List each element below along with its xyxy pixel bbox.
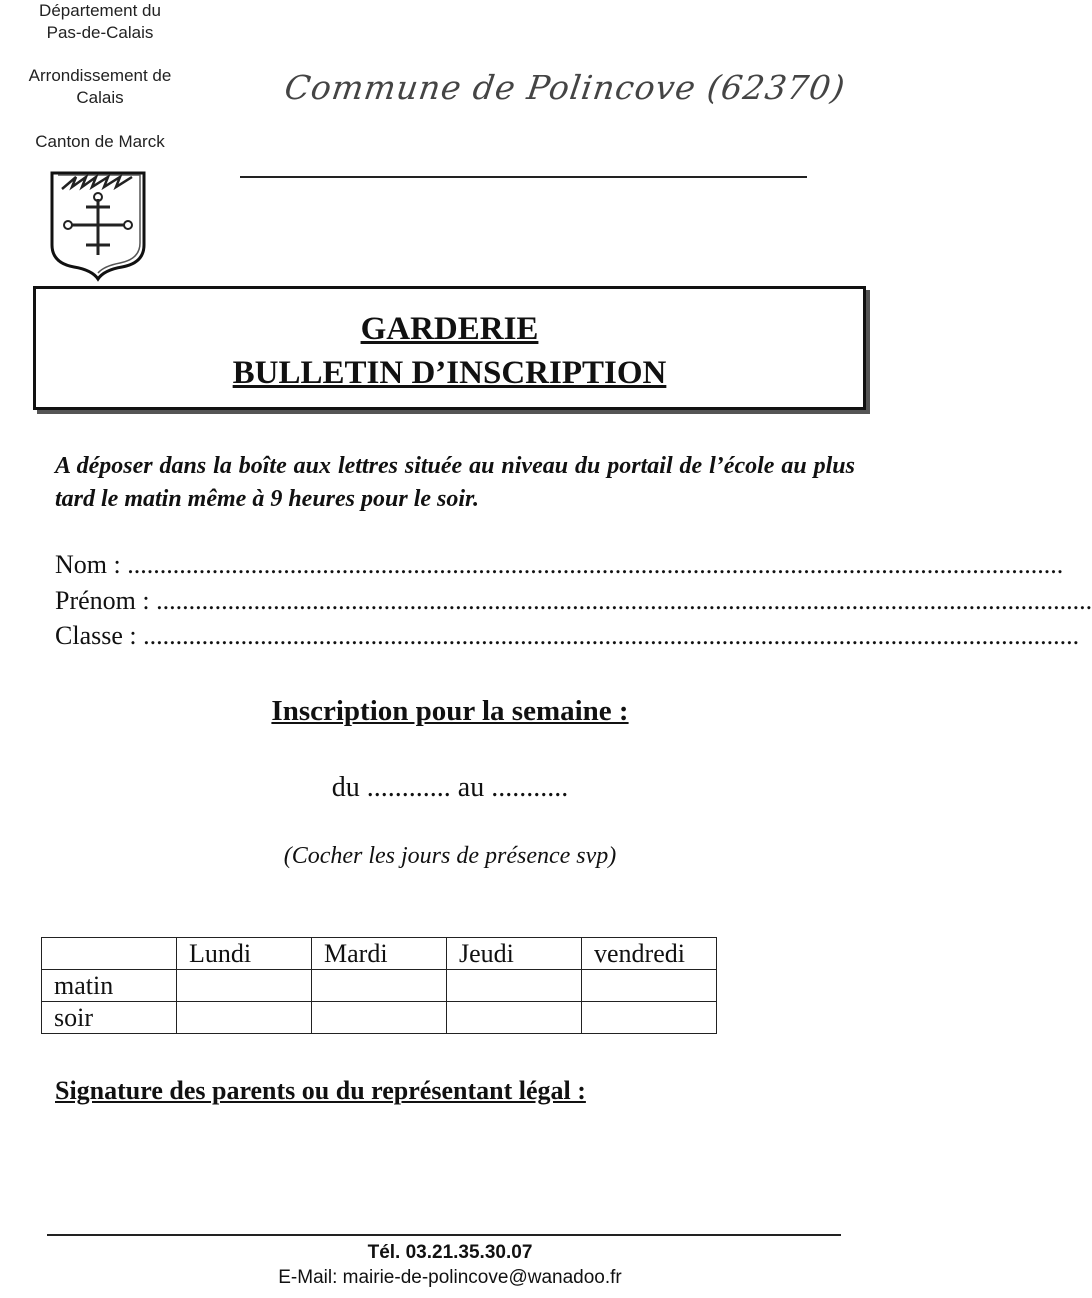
day-mardi: Mardi: [312, 938, 447, 970]
coat-of-arms-icon: [50, 167, 146, 281]
checkbox-cell-jeudi-soir[interactable]: [447, 1002, 582, 1034]
field-prenom[interactable]: [55, 586, 1092, 616]
field-prenom-dots: ................................................................................................................................................: [156, 586, 1092, 615]
canton-label: Canton de Marck: [35, 132, 165, 151]
signature-label: Signature des parents ou du représentant légal :: [55, 1076, 586, 1105]
footer-phone: Tél. 03.21.35.30.07: [367, 1242, 533, 1263]
title-garderie: GARDERIE: [360, 311, 539, 347]
instructions-text: A déposer dans la boîte aux lettres située au niveau du portail de l’école au plus tard le matin même à 9 heures pour le soir.: [55, 453, 855, 512]
schedule-row-matin: [42, 970, 717, 1002]
week-note: (Cocher les jours de présence svp): [283, 843, 617, 869]
checkbox-cell-mardi-soir[interactable]: [312, 1002, 447, 1034]
week-heading: Inscription pour la semaine :: [271, 695, 629, 727]
commune-title: Commune de Polincove (62370): [282, 68, 848, 107]
field-classe-label: Classe :: [55, 621, 144, 650]
schedule-corner-cell: [42, 938, 177, 970]
title-box: [33, 286, 866, 410]
field-nom-dots: ................................................................................................................................................: [127, 550, 1064, 579]
schedule-table: [41, 937, 717, 1034]
checkbox-cell-lundi-matin[interactable]: [177, 970, 312, 1002]
field-nom-label: Nom :: [55, 550, 128, 579]
day-lundi: Lundi: [177, 938, 312, 970]
field-classe[interactable]: [55, 621, 1080, 651]
header-divider: [240, 176, 807, 178]
field-classe-dots: ................................................................................................................................................: [143, 621, 1080, 650]
week-dates[interactable]: du ............ au ...........: [331, 772, 569, 803]
day-jeudi: Jeudi: [447, 938, 582, 970]
field-nom[interactable]: [55, 550, 1064, 580]
checkbox-cell-jeudi-matin[interactable]: [447, 970, 582, 1002]
checkbox-cell-vendredi-soir[interactable]: [582, 1002, 717, 1034]
footer-divider: [47, 1234, 841, 1236]
title-bulletin: BULLETIN D’INSCRIPTION: [232, 355, 667, 391]
checkbox-cell-mardi-matin[interactable]: [312, 970, 447, 1002]
row-label-soir: soir: [42, 1002, 177, 1034]
schedule-row-soir: [42, 1002, 717, 1034]
arrondissement-label: Arrondissement de Calais: [28, 66, 172, 107]
footer-email[interactable]: E-Mail: mairie-de-polincove@wanadoo.fr: [278, 1267, 622, 1288]
day-vendredi: vendredi: [582, 938, 717, 970]
checkbox-cell-lundi-soir[interactable]: [177, 1002, 312, 1034]
row-label-matin: matin: [42, 970, 177, 1002]
field-prenom-label: Prénom :: [55, 586, 157, 615]
schedule-header-row: [42, 938, 717, 970]
checkbox-cell-vendredi-matin[interactable]: [582, 970, 717, 1002]
department-label: Département du Pas-de-Calais: [39, 1, 161, 42]
